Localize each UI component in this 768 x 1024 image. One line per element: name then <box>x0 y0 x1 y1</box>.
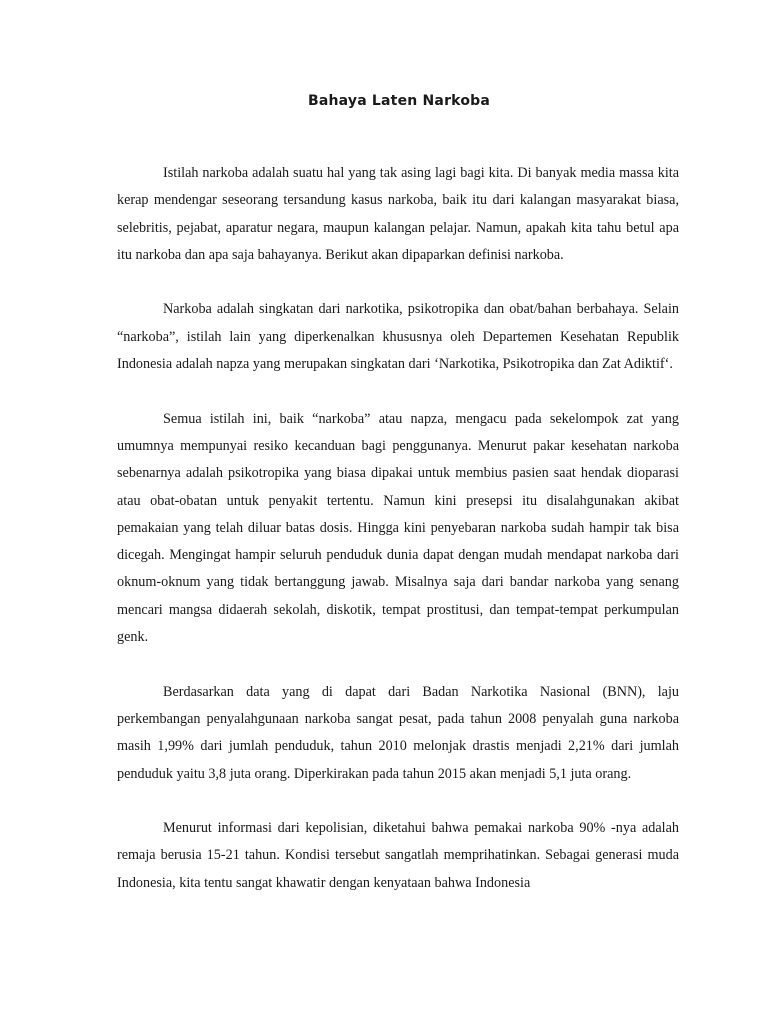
paragraph: Berdasarkan data yang di dapat dari Badan Narkotika Nasional (BNN), laju perkembangan penyalahgunaan narkoba sangat pesat, pada tahun 2008 penyalah guna narkoba masih 1,99% dari jumlah penduduk, tahun 2010 melonjak drastis menjadi 2,21% dari jumlah penduduk yaitu 3,8 juta orang. Diperkirakan pada tahun 2015 akan menjadi 5,1 juta orang. <box>117 683 679 782</box>
paragraph: Semua istilah ini, baik “narkoba” atau napza, mengacu pada sekelompok zat yang umumnya mempunyai resiko kecanduan bagi penggunanya. Menurut pakar kesehatan narkoba sebenarnya adalah psikotropika yang biasa dipakai untuk membius pasien saat hendak dioparasi atau obat-obatan untuk penyakit tertentu. Namun kini presepsi itu disalahgunakan akibat pemakaian yang telah diluar batas dosis. Hingga kini penyebaran narkoba sudah hampir tak bisa dicegah. Mengingat hampir seluruh penduduk dunia dapat dengan mudah mendapat narkoba dari oknum-oknum yang tidak bertanggung jawab. Misalnya saja dari bandar narkoba yang senang mencari mangsa didaerah sekolah, diskotik, tempat prostitusi, dan tempat-tempat perkumpulan genk. <box>117 410 679 646</box>
document-body <box>117 160 679 924</box>
paragraph: Narkoba adalah singkatan dari narkotika, psikotropika dan obat/bahan berbahaya. Selain “narkoba”, istilah lain yang diperkenalkan khususnya oleh Departemen Kesehatan Republik Indonesia adalah napza yang merupakan singkatan dari ‘Narkotika, Psikotropika dan Zat Adiktif‘. <box>117 301 679 373</box>
paragraph: Menurut informasi dari kepolisian, diketahui bahwa pemakai narkoba 90% -nya adalah remaja berusia 15-21 tahun. Kondisi tersebut sangatlah memprihatinkan. Sebagai generasi muda Indonesia, kita tentu sangat khawatir dengan kenyataan bahwa Indonesia <box>117 820 679 891</box>
paragraph: Istilah narkoba adalah suatu hal yang tak asing lagi bagi kita. Di banyak media massa kita kerap mendengar seseorang tersandung kasus narkoba, baik itu dari kalangan masyarakat biasa, selebritis, pejabat, aparatur negara, maupun kalangan pelajar. Namun, apakah kita tahu betul apa itu narkoba dan apa saja bahayanya. Berikut akan dipaparkan definisi narkoba. <box>117 165 679 263</box>
document-title: Bahaya Laten Narkoba <box>307 93 491 109</box>
